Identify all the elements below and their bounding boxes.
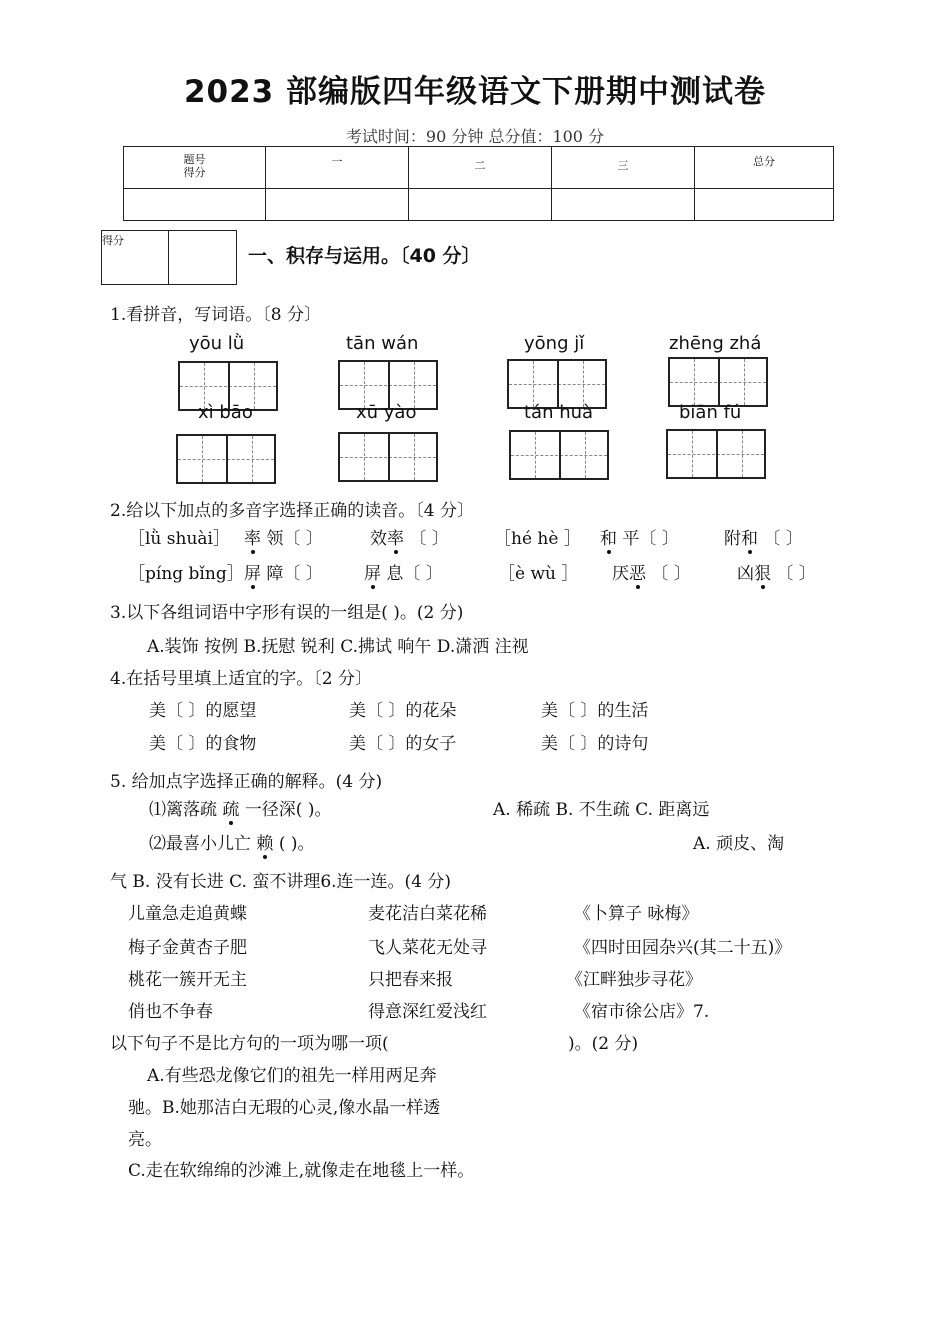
q5-text: ( )。 [278,834,315,854]
q7-prompt: 以下句子不是比方句的一项为哪一项( [110,1034,389,1054]
q2-word [600,524,679,549]
pinyin-options: ［píng bǐng］ [128,564,244,584]
q3-options: A.装饰 按例 B.抚慰 锐利 C.拂试 响午 D.潇洒 注视 [147,637,529,657]
section-score-box [101,230,237,285]
q1-prompt: 1.看拼音，写词语。〔8 分〕 [110,305,321,325]
dotted-char: 和 [600,529,617,549]
col-header-total: 总分 [695,147,834,189]
q2-word-rest: 效 [370,529,387,549]
q2-word-rest: 障〔 〕 [266,564,323,584]
pinyin: tán huà [524,402,594,423]
match-line: 只把春来报 [368,970,453,990]
answer-paren: 〔 〕 [776,564,816,584]
q5-wrap-line: 气 B. 没有长进 C. 蛮不讲理6.连一连。(4 分) [110,872,452,892]
match-line: 飞人菜花无处寻 [368,938,487,958]
dotted-char: 率 [244,529,261,549]
dotted-char: 疏 [222,800,240,820]
poem-title: 《卜算子 咏梅》 [574,904,699,924]
score-cell-label [124,189,266,221]
q7-option: 驰。B.她那洁白无瑕的心灵,像水晶一样透 [128,1098,441,1118]
match-line: 儿童急走追黄蝶 [128,904,247,924]
q4-prompt: 4.在括号里填上适宜的字。〔2 分〕 [110,669,372,689]
pinyin-options: ［lǜ shuài］ [128,529,230,549]
pinyin: yōu lǜ [189,333,245,354]
exam-info: 考试时间：90 分钟 总分值：100 分 [345,127,605,146]
q2-word [370,524,449,549]
poem-title: 《江畔独步寻花》 [566,970,702,990]
q4-item: 美〔 〕的生活 [541,701,649,721]
q2-word-rest: 领〔 〕 [266,529,323,549]
q2-prompt: 2.给以下加点的多音字选择正确的读音。〔4 分〕 [110,501,474,521]
answer-paren: 〔 〕 [651,564,691,584]
pinyin: xì bāo [198,402,253,423]
q2-word [244,524,323,549]
q5-text: ⑴篱落疏 [149,800,217,820]
q2-word [612,559,691,584]
match-line: 得意深红爱浅红 [368,1002,487,1022]
q2-word-rest: 附 [724,529,741,549]
col-header-1: 一 [266,147,409,189]
q4-item: 美〔 〕的女子 [349,734,457,754]
page-title: 2023 部编版四年级语文下册期中测试卷 [183,74,767,110]
writing-grid[interactable] [668,357,768,407]
dotted-char: 屏 [244,564,261,584]
writing-grid[interactable] [338,432,438,482]
q2-word [364,559,443,584]
score-table-label [124,147,266,189]
q2-word [244,559,323,584]
q5-item2-option: A. 顽皮、淘 [693,834,785,854]
match-line: 梅子金黄杏子肥 [128,938,247,958]
label-score: 得分 [183,166,206,179]
pinyin: tān wán [346,333,419,354]
score-table [123,146,834,221]
score-cell-2[interactable] [409,189,552,221]
answer-paren: 〔 〕 [409,529,449,549]
q2-word [737,559,816,584]
q5-item1-options: A. 稀疏 B. 不生疏 C. 距离远 [493,800,710,820]
q2-word-rest: 凶 [737,564,754,584]
col-header-3: 三 [552,147,695,189]
dotted-char: 赖 [256,834,274,854]
q5-item1 [149,795,331,820]
q4-item: 美〔 〕的食物 [149,734,257,754]
dotted-char: 恶 [629,564,646,584]
q4-item: 美〔 〕的诗句 [541,734,649,754]
pinyin: xū yào [356,402,417,423]
q4-item: 美〔 〕的愿望 [149,701,257,721]
q7-option: 亮。 [128,1130,162,1150]
score-cell-1[interactable] [266,189,409,221]
q2-word [724,524,803,549]
writing-grid[interactable] [509,430,609,480]
section-score-label: 得分 [102,234,124,247]
section-title: 一、积存与运用。〔40 分〕 [248,245,481,267]
q4-item: 美〔 〕的花朵 [349,701,457,721]
pinyin: yōng jǐ [524,333,585,354]
pinyin-options: ［è wù ］ [498,564,579,584]
pinyin-options: ［hé hè ］ [494,529,581,549]
answer-paren: 〔 〕 [763,529,803,549]
match-line: 桃花一簇开无主 [128,970,247,990]
pinyin: biān fú [679,402,742,423]
poem-title: 《宿市徐公店》7. [574,1002,710,1022]
dotted-char: 和 [741,529,758,549]
dotted-char: 狠 [754,564,771,584]
dotted-char: 屏 [364,564,381,584]
q3-prompt: 3.以下各组词语中字形有误的一组是( )。(2 分) [110,603,464,623]
pinyin: zhēng zhá [669,333,762,354]
q7-prompt-end: )。(2 分) [568,1034,639,1054]
q5-text: ⑵最喜小儿亡 [149,834,251,854]
score-cell-3[interactable] [552,189,695,221]
q2-word-rest: 平〔 〕 [622,529,679,549]
col-header-2: 二 [409,147,552,189]
poem-title: 《四时田园杂兴(其二十五)》 [574,938,792,958]
q7-option: A.有些恐龙像它们的祖先一样用两足奔 [147,1066,437,1086]
q5-item2 [149,829,314,854]
score-cell-total[interactable] [695,189,834,221]
match-line: 麦花洁白菜花稀 [368,904,487,924]
q2-word-rest: 息〔 〕 [386,564,443,584]
q5-prompt: 5. 给加点字选择正确的解释。(4 分) [110,772,383,792]
writing-grid[interactable] [176,434,276,484]
q5-text: 一径深( )。 [244,800,332,820]
writing-grid[interactable] [666,429,766,479]
q7-option: C.走在软绵绵的沙滩上,就像走在地毯上一样。 [128,1161,475,1181]
label-question-no: 题号 [183,153,206,166]
dotted-char: 率 [387,529,404,549]
match-line: 俏也不争春 [128,1002,213,1022]
q2-word-rest: 厌 [612,564,629,584]
